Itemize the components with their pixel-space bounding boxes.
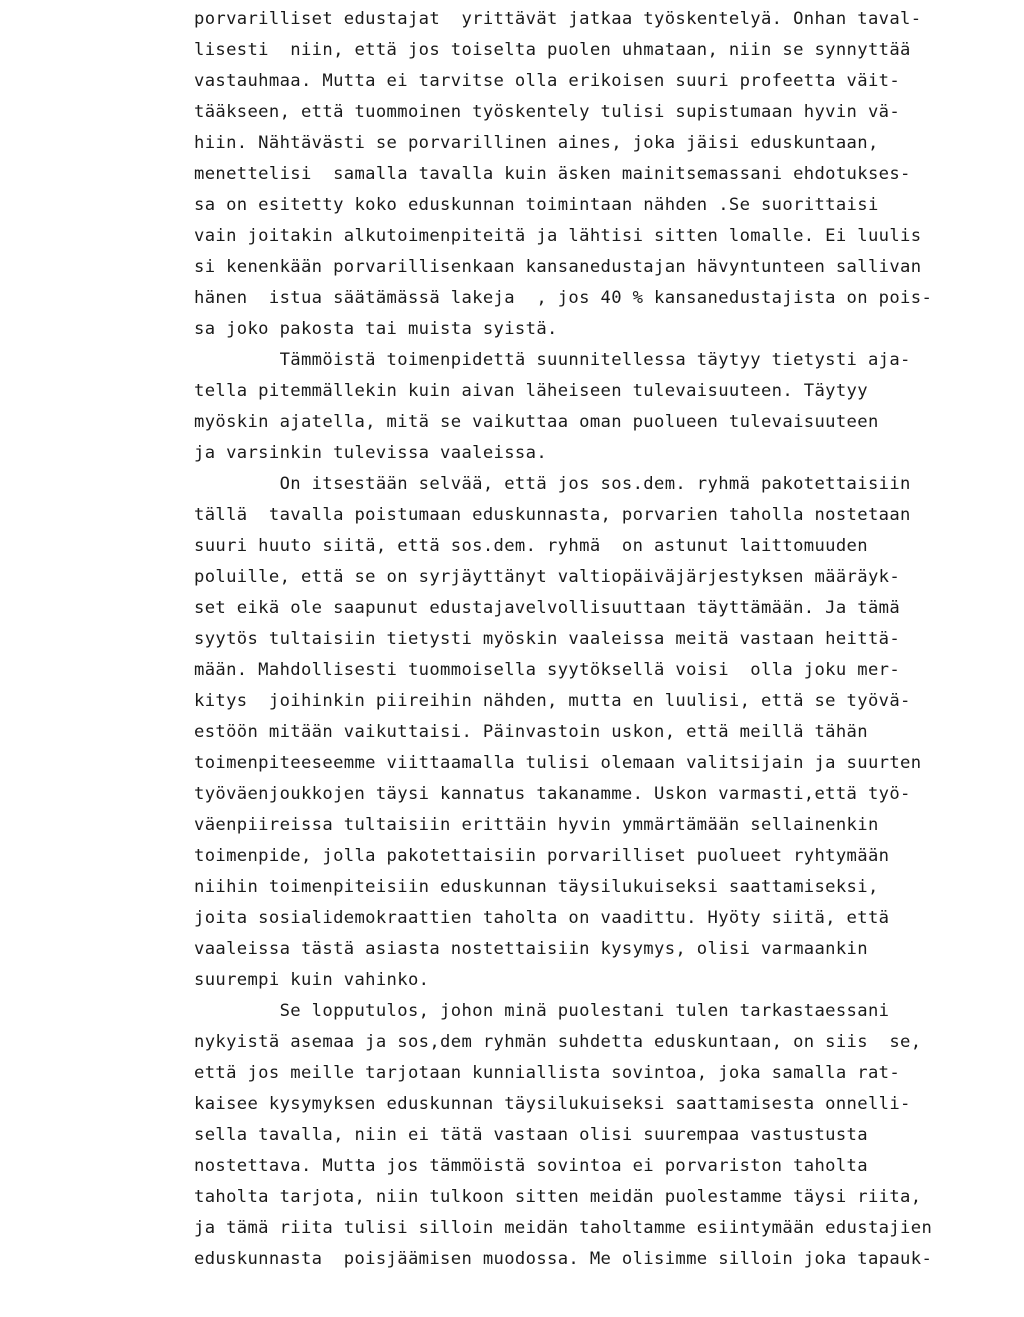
text-line: poluille, että se on syrjäyttänyt valtiopäiväjärjestyksen määräyk- [194,567,901,587]
text-line: vastauhmaa. Mutta ei tarvitse olla erikoisen suuri profeetta väit- [194,71,901,91]
text-line: ja tämä riita tulisi silloin meidän taholtamme esiintymään edustajien [194,1218,933,1238]
text-line: Se lopputulos, johon minä puolestani tulen tarkastaessani [194,1001,890,1021]
text-line: joita sosialidemokraattien taholta on vaadittu. Hyöty siitä, että [194,908,890,928]
text-line: taholta tarjota, niin tulkoon sitten meidän puolestamme täysi riita, [194,1187,922,1207]
text-line: sa on esitetty koko eduskunnan toimintaan nähden .Se suorittaisi [194,195,879,215]
text-line: työväenjoukkojen täysi kannatus takanamme. Uskon varmasti,että työ- [194,784,911,804]
text-line: lisesti niin, että jos toiselta puolen uhmataan, niin se synnyttää [194,40,911,60]
text-line: myöskin ajatella, mitä se vaikuttaa oman puolueen tulevaisuuteen [194,412,879,432]
text-line: tella pitemmällekin kuin aivan läheiseen tulevaisuuteen. Täytyy [194,381,868,401]
text-line: nykyistä asemaa ja sos,dem ryhmän suhdetta eduskuntaan, on siis se, [194,1032,922,1052]
text-line: että jos meille tarjotaan kunniallista sovintoa, joka samalla rat- [194,1063,901,1083]
text-line: si kenenkään porvarillisenkaan kansanedustajan hävyntunteen sallivan [194,257,922,277]
text-line: kaisee kysymyksen eduskunnan täysilukuiseksi saattamisesta onnelli- [194,1094,911,1114]
text-line: niihin toimenpiteisiin eduskunnan täysilukuiseksi saattamiseksi, [194,877,879,897]
text-line: eduskunnasta poisjäämisen muodossa. Me olisimme silloin joka tapauk- [194,1249,933,1269]
text-line: syytös tultaisiin tietysti myöskin vaaleissa meitä vastaan heittä- [194,629,901,649]
text-line: Tämmöistä toimenpidettä suunnitellessa täytyy tietysti aja- [194,350,911,370]
text-line: suurempi kuin vahinko. [194,970,430,990]
text-line: porvarilliset edustajat yrittävät jatkaa työskentelyä. Onhan taval- [194,9,922,29]
text-line: menettelisi samalla tavalla kuin äsken mainitsemassani ehdotukses- [194,164,911,184]
text-line: toimenpiteeseemme viittaamalla tulisi olemaan valitsijain ja suurten [194,753,922,773]
text-line: sella tavalla, niin ei tätä vastaan olisi suurempaa vastustusta [194,1125,868,1145]
text-line: ja varsinkin tulevissa vaaleissa. [194,443,548,463]
text-line: suuri huuto siitä, että sos.dem. ryhmä on astunut laittomuuden [194,536,868,556]
text-line: väenpiireissa tultaisiin erittäin hyvin ymmärtämään sellainenkin [194,815,879,835]
text-line: kitys joihinkin piireihin nähden, mutta en luulisi, että se työvä- [194,691,911,711]
text-line: nostettava. Mutta jos tämmöistä sovintoa ei porvariston taholta [194,1156,868,1176]
text-line: set eikä ole saapunut edustajavelvollisuuttaan täyttämään. Ja tämä [194,598,901,618]
text-line: vain joitakin alkutoimenpiteitä ja lähtisi sitten lomalle. Ei luulis [194,226,922,246]
text-line: estöön mitään vaikuttaisi. Päinvastoin uskon, että meillä tähän [194,722,868,742]
text-line: mään. Mahdollisesti tuommoisella syytöksellä voisi olla joku mer- [194,660,901,680]
text-line: sa joko pakosta tai muista syistä. [194,319,558,339]
text-line: tällä tavalla poistumaan eduskunnasta, porvarien taholla nostetaan [194,505,911,525]
text-line: tääkseen, että tuommoinen työskentely tulisi supistumaan hyvin vä- [194,102,901,122]
text-line: hiin. Nähtävästi se porvarillinen aines, joka jäisi eduskuntaan, [194,133,879,153]
text-line: On itsestään selvää, että jos sos.dem. ryhmä pakotettaisiin [194,474,911,494]
text-line: vaaleissa tästä asiasta nostettaisiin kysymys, olisi varmaankin [194,939,868,959]
text-line: toimenpide, jolla pakotettaisiin porvarilliset puolueet ryhtymään [194,846,890,866]
text-line: hänen istua säätämässä lakeja , jos 40 % kansanedustajista on pois- [194,288,933,308]
